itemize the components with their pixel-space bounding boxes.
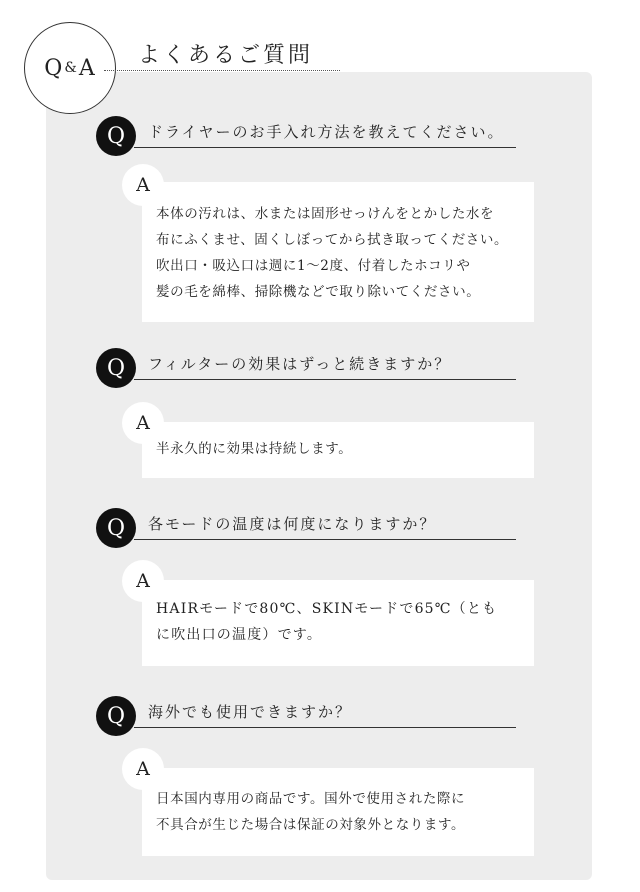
question-badge: Q bbox=[96, 508, 136, 548]
answer-box: 本体の汚れは、水または固形せっけんをとかした水を 布にふくませ、固くしぼってから拭き取ってください。 吹出口・吸込口は週に1〜2度、付着したホコリや 髪の毛を綿棒、掃除機などで取り除いてください。 bbox=[142, 182, 534, 322]
question-badge: Q bbox=[96, 116, 136, 156]
answer-badge: A bbox=[122, 164, 164, 206]
question-text: 海外でも使用できますか？ bbox=[148, 703, 353, 721]
question-badge: Q bbox=[96, 696, 136, 736]
page-title: よくあるご質問 bbox=[138, 43, 314, 68]
answer-badge: A bbox=[122, 402, 164, 444]
qa-badge-q: Q bbox=[44, 55, 64, 81]
answer-badge: A bbox=[122, 748, 164, 790]
answer-box: 半永久的に効果は持続します。 bbox=[142, 422, 534, 478]
answer-badge: A bbox=[122, 560, 164, 602]
answer-box: HAIRモードで80℃、SKINモードで65℃（とも に吹出口の温度）です。 bbox=[142, 580, 534, 666]
question-row bbox=[96, 508, 516, 548]
question-row bbox=[96, 696, 516, 736]
question-underline bbox=[134, 147, 516, 148]
qa-badge-amp: & bbox=[64, 60, 78, 76]
question-row bbox=[96, 116, 516, 156]
question-underline bbox=[134, 379, 516, 380]
question-underline bbox=[134, 727, 516, 728]
question-text: ドライヤーのお手入れ方法を教えてください。 bbox=[148, 123, 505, 141]
question-row bbox=[96, 348, 516, 388]
heading-underline bbox=[104, 70, 340, 71]
question-underline bbox=[134, 539, 516, 540]
question-badge: Q bbox=[96, 348, 136, 388]
question-text: フィルターの効果はずっと続きますか？ bbox=[148, 355, 452, 373]
question-text: 各モードの温度は何度になりますか？ bbox=[148, 515, 437, 533]
answer-box: 日本国内専用の商品です。国外で使用された際に 不具合が生じた場合は保証の対象外となります。 bbox=[142, 768, 534, 856]
qa-badge bbox=[24, 22, 116, 114]
qa-badge-a: A bbox=[78, 55, 96, 81]
